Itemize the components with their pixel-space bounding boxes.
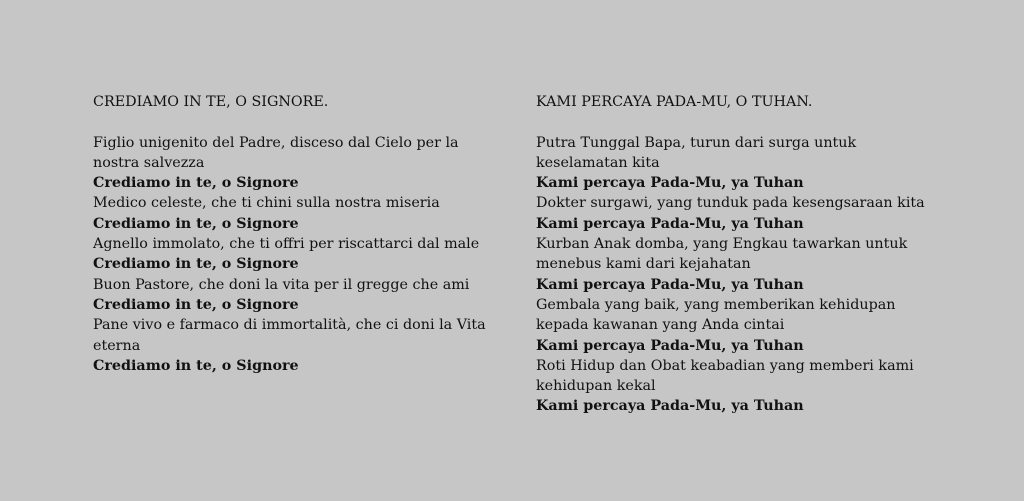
invocation-line: Dokter surgawi, yang tunduk pada kesengsaraan kita <box>536 195 925 212</box>
response-line: Crediamo in te, o Signore <box>93 357 299 374</box>
response-line: Kami percaya Pada-Mu, ya Tuhan <box>536 276 804 293</box>
invocation-line: Agnello immolato, che ti offri per riscattarci dal male <box>93 236 480 253</box>
invocation-line: Figlio unigenito del Padre, disceso dal Cielo per la nostra salvezza <box>93 134 459 171</box>
italian-litany-column <box>93 92 493 376</box>
invocation-line: Medico celeste, che ti chini sulla nostra miseria <box>93 195 440 212</box>
indonesian-litany-column <box>536 92 936 417</box>
response-line: Kami percaya Pada-Mu, ya Tuhan <box>536 215 804 232</box>
response-line: Kami percaya Pada-Mu, ya Tuhan <box>536 337 804 354</box>
invocation-line: Gembala yang baik, yang memberikan kehidupan kepada kawanan yang Anda cintai <box>536 296 896 334</box>
italian-litany-lines <box>93 133 493 377</box>
response-line: Kami percaya Pada-Mu, ya Tuhan <box>536 175 804 192</box>
response-line: Crediamo in te, o Signore <box>93 215 299 232</box>
indonesian-litany-title: KAMI PERCAYA PADA-MU, O TUHAN. <box>536 94 813 110</box>
response-line: Crediamo in te, o Signore <box>93 175 299 192</box>
invocation-line: Pane vivo e farmaco di immortalità, che ci doni la Vita eterna <box>93 317 486 354</box>
indonesian-litany-lines <box>536 133 936 417</box>
invocation-line: Roti Hidup dan Obat keabadian yang memberi kami kehidupan kekal <box>536 357 914 395</box>
invocation-line: Buon Pastore, che doni la vita per il gregge che ami <box>93 276 470 293</box>
italian-litany-title: CREDIAMO IN TE, O SIGNORE. <box>93 94 329 110</box>
invocation-line: Putra Tunggal Bapa, turun dari surga untuk keselamatan kita <box>536 134 857 171</box>
response-line: Kami percaya Pada-Mu, ya Tuhan <box>536 398 804 415</box>
response-line: Crediamo in te, o Signore <box>93 296 299 313</box>
invocation-line: Kurban Anak domba, yang Engkau tawarkan untuk menebus kami dari kejahatan <box>536 236 908 273</box>
response-line: Crediamo in te, o Signore <box>93 256 299 273</box>
